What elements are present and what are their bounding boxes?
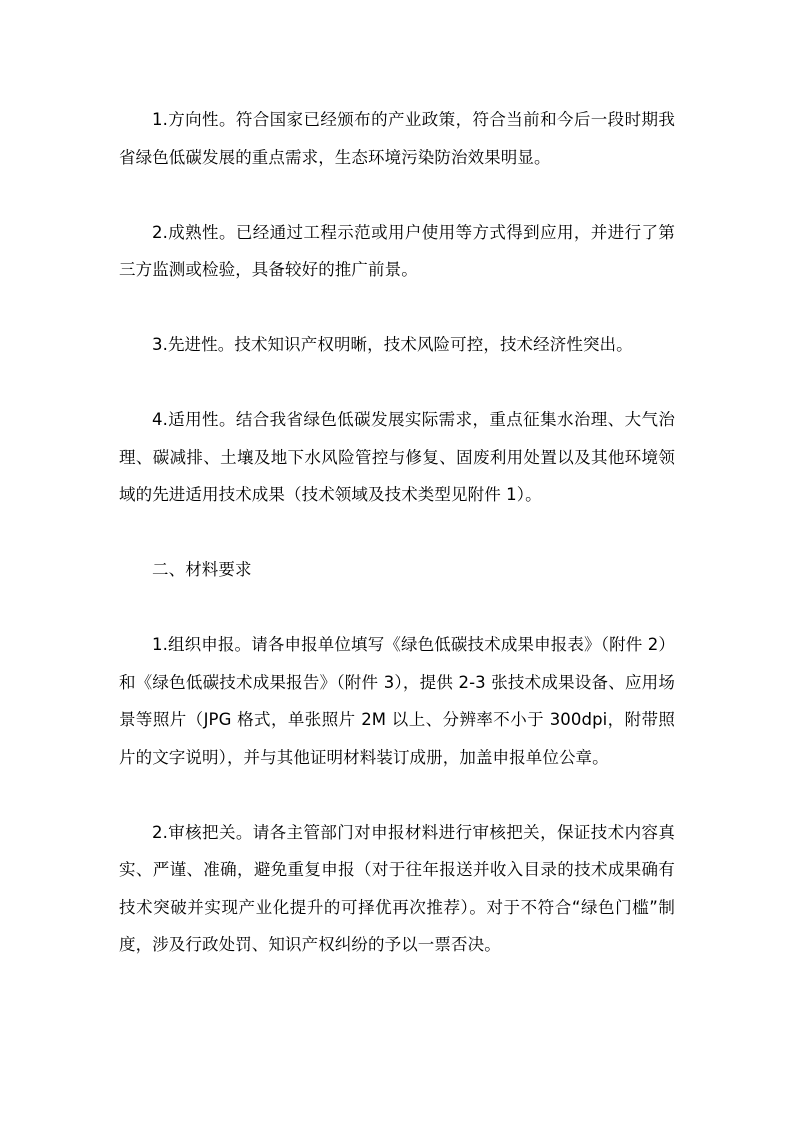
paragraph-maturity: 2.成熟性。已经通过工程示范或用户使用等方式得到应用，并进行了第三方监测或检验，具备较好的推广前景。 xyxy=(119,222,675,279)
paragraph-applicability: 4.适用性。结合我省绿色低碳发展实际需求，重点征集水治理、大气治理、碳减排、土壤及地下水风险管控与修复、固废利用处置以及其他环境领域的先进适用技术成果（技术领域及技术类型见附件 1）。 xyxy=(119,410,675,504)
paragraph-organize-application: 1.组织申报。请各申报单位填写《绿色低碳技术成果申报表》（附件 2）和《绿色低碳技术成果报告》（附件 3），提供 2-3 张技术成果设备、应用场景等照片（JPG 格式，单张照片 2M 以上、分辨率不小于 300dpi，附带照片的文字说明），并与其他证明材料装订成册，加盖申报单位公章。 xyxy=(119,635,675,767)
document-body xyxy=(119,101,675,964)
paragraph-review-check: 2.审核把关。请各主管部门对申报材料进行审核把关，保证技术内容真实、严谨、准确，避免重复申报（对于往年报送并收入目录的技术成果确有技术突破并实现产业化提升的可择优再次推荐）。对于不符合“绿色门槛”制度，涉及行政处罚、知识产权纠纷的予以一票否决。 xyxy=(119,822,675,954)
paragraph-advancement: 3.先进性。技术知识产权明晰，技术风险可控，技术经济性突出。 xyxy=(152,335,633,354)
paragraph-gap xyxy=(119,364,675,402)
paragraph-directionality: 1.方向性。符合国家已经颁布的产业政策，符合当前和今后一段时期我省绿色低碳发展的重点需求，生态环境污染防治效果明显。 xyxy=(119,110,675,167)
paragraph-gap xyxy=(119,289,675,327)
paragraph-gap xyxy=(119,589,675,627)
paragraph-gap xyxy=(119,776,675,814)
paragraph-gap xyxy=(119,514,675,552)
section-heading-material-requirements: 二、材料要求 xyxy=(152,560,252,579)
paragraph-gap xyxy=(119,176,675,214)
